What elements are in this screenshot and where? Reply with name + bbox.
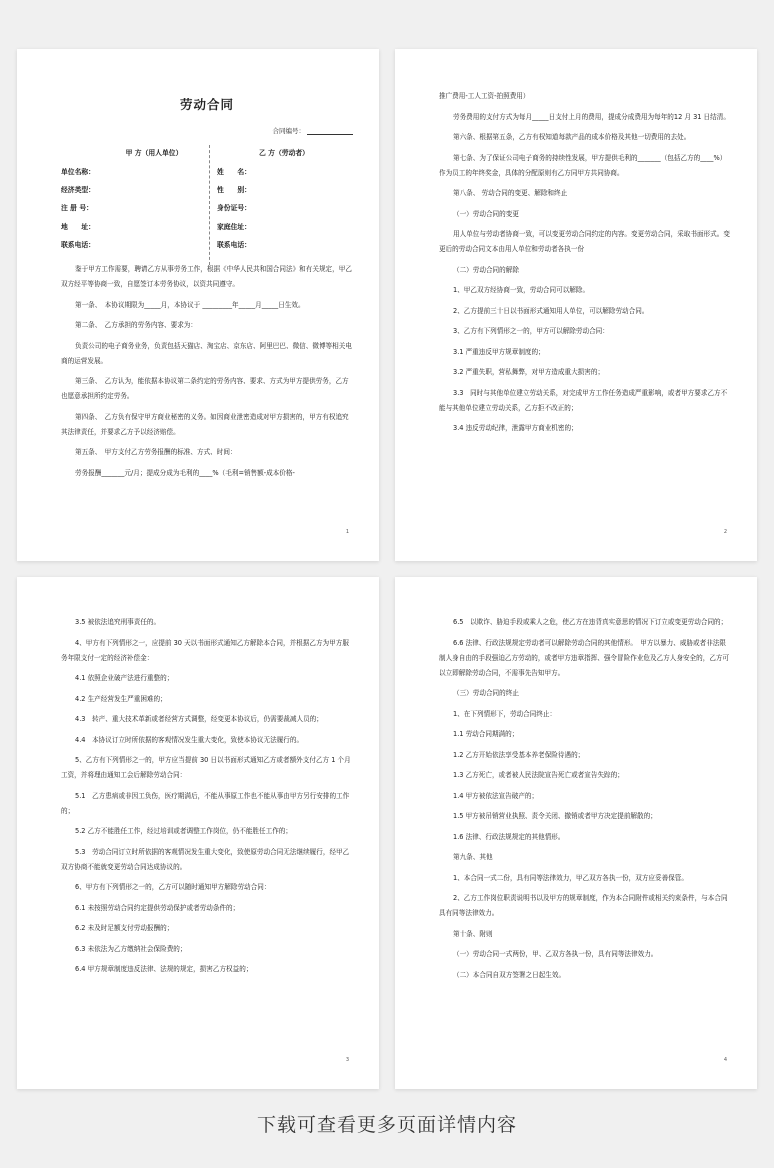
paragraph: 第七条、为了保证公司电子商务的持续性发展，甲方提供毛利的_______（包括乙方的____%）作为员工的年终奖金，具体的分配原则有乙方同甲方共同协商。 [439, 153, 727, 177]
paragraph: 3.1 严重违反甲方规章制度的； [453, 347, 545, 356]
party-a-field: 经济类型： [61, 186, 95, 195]
party-b-field: 姓 名： [217, 168, 251, 176]
paragraph: 6.3 未依法为乙方缴纳社会保险费的； [75, 944, 187, 953]
paragraph: 劳务费用的支付方式为每月_____日支付上月的费用，提成分成费用为每年的12 月 31 日结清。 [453, 112, 730, 121]
paragraph: 3.3 同时与其他单位建立劳动关系，对完成甲方工作任务造成严重影响，或者甲方要求乙方不能与其他单位建立劳动关系，乙方拒不改正的； [439, 388, 728, 412]
paragraph: 第三条、 乙方认为，能依据本协议第二条约定的劳务内容、要求、方式为甲方提供劳务，乙方也愿意承担所约定劳务。 [61, 377, 349, 400]
paragraph: 推广费用-工人工资-拍照费用） [439, 92, 530, 100]
paragraph: 6.1 未按照劳动合同约定提供劳动保护或者劳动条件的； [75, 903, 240, 912]
download-more-caption[interactable]: 下载可查看更多页面详情内容 [256, 1114, 517, 1136]
paragraph: 5.1 乙方患病或非因工负伤，医疗期满后，不能从事原工作也不能从事由甲方另行安排的工作的； [61, 791, 350, 815]
paragraph: 6.6 法律、行政法规规定劳动者可以解除劳动合同的其他情形。 甲方以暴力、威胁或者非法限制人身自由的手段强迫乙方劳动的，或者甲方违章指挥、强令冒险作业危及乙方人身安全的，乙方可以立即解除劳动合同，不需事先告知甲方。 [439, 638, 730, 677]
contract-number-blank [307, 127, 353, 135]
paragraph: 1.6 法律、行政法规规定的其他情形。 [453, 832, 565, 841]
contract-number [273, 126, 354, 135]
party-b-field: 身份证号： [217, 204, 251, 213]
paragraph: 2、乙方工作岗位职责说明书以及甲方的规章制度，作为本合同附件或相关约束条件，与本合同具有同等法律效力。 [439, 894, 728, 917]
party-a-field: 地 址： [61, 222, 95, 231]
document-page-3 [17, 577, 379, 1089]
paragraph: 1.1 劳动合同期满的； [453, 730, 519, 738]
page-number: 3 [345, 1057, 349, 1063]
paragraph: 鉴于甲方工作需要，聘请乙方从事劳务工作，根据《中华人民共和国合同法》和有关规定，甲乙双方经平等协商一致，自愿签订本劳务协议，以资共同遵守。 [61, 265, 352, 288]
paragraph: 第十条、附则 [453, 929, 493, 938]
paragraph: 1、甲乙双方经协商一致，劳动合同可以解除。 [453, 286, 590, 294]
paragraph: 第二条、 乙方承担的劳务内容、要求为： [75, 321, 197, 329]
paragraph: 5.3 劳动合同订立时所依据的客观情况发生重大变化，致使原劳动合同无法继续履行，经甲乙双方协商不能就变更劳动合同达成协议的。 [61, 847, 350, 871]
party-b-field: 家庭住址： [217, 222, 251, 231]
party-divider [209, 145, 210, 265]
paragraph: 用人单位与劳动者协商一致，可以变更劳动合同约定的内容。变更劳动合同，采取书面形式。变更后的劳动合同文本由用人单位和劳动者各执一份 [439, 230, 730, 253]
party-b-field: 联系电话： [217, 240, 251, 249]
party-a-block [61, 147, 201, 257]
paragraph: 3、乙方有下列情形之一的，甲方可以解除劳动合同： [453, 327, 609, 335]
paragraph: 1.3 乙方死亡，或者被人民法院宣告死亡或者宣告失踪的； [453, 771, 624, 779]
party-b-heading: 乙 方（劳动者） [259, 149, 309, 157]
party-a-heading: 甲 方（用人单位） [125, 149, 183, 157]
paragraph: 负责公司的电子商务业务，负责包括天猫店、淘宝店、京东店、阿里巴巴、微信、微博等相关电商的运营发展。 [61, 341, 352, 365]
paragraph: 6、甲方有下列情形之一的，乙方可以随时通知甲方解除劳动合同： [75, 883, 271, 891]
page-2-body [439, 89, 731, 442]
paragraph: 3.2 严重失职，营私舞弊，对甲方造成重大损害的； [453, 368, 605, 376]
paragraph: 第九条、其他 [453, 853, 493, 861]
party-a-field: 单位名称： [61, 168, 95, 176]
paragraph: 6.2 未及时足额支付劳动报酬的； [75, 924, 174, 932]
page-number: 1 [345, 529, 349, 535]
paragraph: 劳务报酬_______元/月；提成分成为毛利的____%（毛利=销售额-成本价格- [75, 468, 295, 477]
paragraph: （二）劳动合同的解除 [453, 265, 519, 274]
paragraph: 1.2 乙方开始依法享受基本养老保险待遇的； [453, 750, 585, 759]
paragraph: 2、乙方提前三十日以书面形式通知用人单位，可以解除劳动合同。 [453, 306, 649, 315]
paragraph: 第六条、根据第五条，乙方有权知道每款产品的成本价格及其他一切费用的去处。 [453, 133, 691, 141]
paragraph: 4.3 转产、重大技术革新或者经营方式调整，经变更本协议后，仍需要裁减人员的； [75, 715, 323, 723]
paragraph: （三）劳动合同的终止 [453, 689, 519, 697]
party-b-block [217, 147, 351, 257]
paragraph: 第八条、 劳动合同的变更、解除和终止 [453, 189, 568, 197]
paragraph: 3.4 违反劳动纪律，泄露甲方商业机密的； [453, 424, 578, 432]
paragraph: 6.4 甲方规章制度违反法律、法规的规定，损害乙方权益的； [75, 965, 253, 973]
document-page-1 [17, 49, 379, 561]
paragraph: 6.5 以欺诈、胁迫手段或乘人之危，使乙方在违背真实意思的情况下订立或变更劳动合同的； [453, 618, 728, 626]
paragraph: 1、在下列情形下，劳动合同终止： [453, 709, 557, 718]
paragraph: 3.5 被依法追究刑事责任的。 [75, 618, 161, 626]
paragraph: （一）劳动合同一式两份，甲、乙双方各执一份，具有同等法律效力。 [453, 950, 658, 958]
document-title: 劳动合同 [179, 97, 234, 112]
page-number: 4 [723, 1057, 727, 1063]
contract-number-label: 合同编号： [272, 127, 305, 135]
paragraph: 1.5 甲方被吊销营业执照、责令关闭、撤销或者甲方决定提前解散的； [453, 812, 657, 820]
party-a-field: 联系电话： [61, 240, 95, 249]
page-1-body [61, 262, 353, 486]
paragraph: 第四条、 乙方负有保守甲方商业秘密的义务。如因商业泄密造成对甲方损害的，甲方有权追究其法律责任，并要求乙方予以经济赔偿。 [61, 412, 349, 436]
paragraph: 1、本合同一式二份，具有同等法律效力，甲乙双方各执一份，双方应妥善保管。 [453, 873, 688, 882]
paragraph: 4.4 本协议订立时所依据的客观情况发生重大变化，致使本协议无法履行的。 [75, 735, 304, 744]
page-3-body [61, 615, 353, 983]
paragraph: 4.1 依照企业破产法进行重整的； [75, 674, 174, 682]
paragraph: （二）本合同自双方签署之日起生效。 [453, 970, 566, 979]
paragraph: 1.4 甲方被依法宣告破产的； [453, 791, 539, 800]
party-a-field: 注 册 号： [61, 204, 93, 213]
paragraph: 第一条、 本协议期限为_____月，本协议于 _________年_____月_____日生效。 [75, 300, 305, 309]
page-number: 2 [723, 529, 727, 535]
paragraph: 5.2 乙方不能胜任工作，经过培训或者调整工作岗位，仍不能胜任工作的； [75, 827, 292, 835]
party-b-field: 性 别： [217, 186, 251, 195]
paragraph: （一）劳动合同的变更 [453, 209, 519, 218]
document-page-2 [395, 49, 757, 561]
paragraph: 4.2 生产经营发生严重困难的； [75, 694, 167, 703]
document-page-4 [395, 577, 757, 1089]
page-4-body [439, 615, 731, 988]
paragraph: 第五条、 甲方支付乙方劳务报酬的标准、方式、时间： [75, 448, 237, 456]
paragraph: 5、乙方有下列情形之一的，甲方应当提前 30 日以书面形式通知乙方或者额外支付乙方 1 个月工资，并将理由通知工会后解除劳动合同： [61, 756, 351, 779]
paragraph: 4、甲方有下列情形之一，应提前 30 天以书面形式通知乙方解除本合同，并根据乙方为甲方服务年限支付一定的经济补偿金： [61, 638, 349, 662]
